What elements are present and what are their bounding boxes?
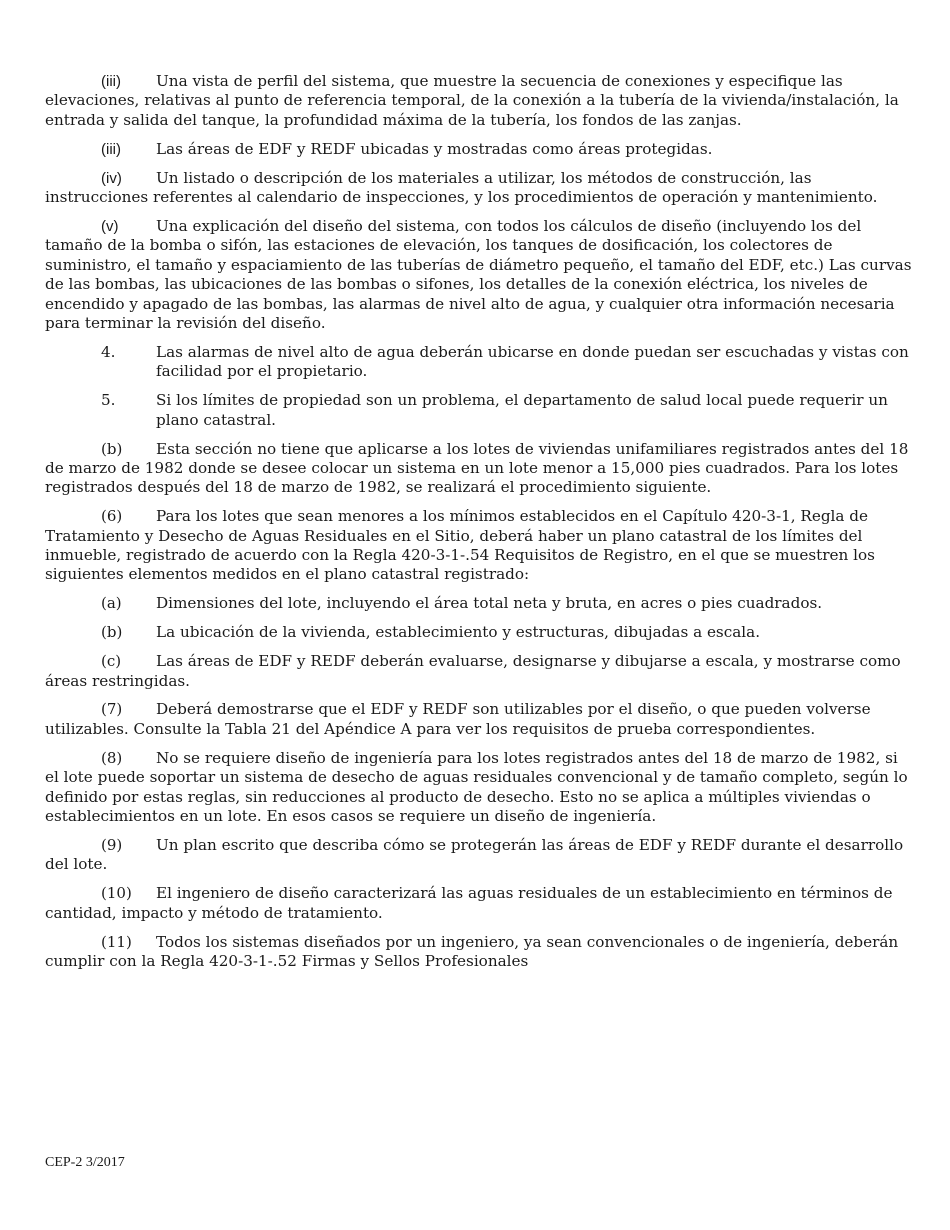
document-body bbox=[45, 72, 915, 981]
paragraph-9 bbox=[45, 836, 915, 875]
paragraph-b-location bbox=[45, 623, 915, 642]
paragraph-label: (iv) bbox=[101, 169, 122, 187]
paragraph-text: Para los lotes que sean menores a los mínimos establecidos en el Capítulo 420-3-1, Regla de Tratamiento y Desecho de Aguas Residuales en el Sitio, deberá haber un plano catastral de los límites del inmueble, registrado de acuerdo con la Regla 420-3-1-.54 Requisitos de Registro, en el que se muestren los siguientes elementos medidos en el plano catastral registrado: bbox=[45, 507, 875, 584]
paragraph-label: (b) bbox=[101, 439, 123, 458]
paragraph-label: (c) bbox=[101, 652, 122, 671]
paragraph-11 bbox=[45, 933, 915, 972]
paragraph-text: La ubicación de la vivienda, establecimiento y estructuras, dibujadas a escala. bbox=[156, 623, 761, 642]
paragraph-label: (10) bbox=[101, 884, 132, 903]
paragraph-c bbox=[45, 652, 915, 691]
paragraph-text: Dimensiones del lote, incluyendo el área total neta y bruta, en acres o pies cuadrados. bbox=[156, 594, 823, 613]
paragraph-label: (7) bbox=[101, 700, 123, 719]
paragraph-4 bbox=[45, 343, 915, 382]
paragraph-text: Si los límites de propiedad son un problema, el departamento de salud local puede requerir un plano catastral. bbox=[156, 391, 888, 429]
paragraph-label: (v) bbox=[101, 217, 119, 235]
paragraph-text: Deberá demostrarse que el EDF y REDF son utilizables por el diseño, o que pueden volverse utilizables. Consulte la Tabla 21 del Apéndice A para ver los requisitos de prueba correspondientes. bbox=[45, 700, 871, 738]
paragraph-text: Un plan escrito que describa cómo se protegerán las áreas de EDF y REDF durante el desarrollo del lote. bbox=[45, 835, 904, 874]
paragraph-text: No se requiere diseño de ingeniería para los lotes registrados antes del 18 de marzo de 1982, si el lote puede soportar un sistema de desecho de aguas residuales convencional y de tamaño completo, según lo definido por estas reglas, sin reducciones al producto de desecho. Esto no se aplica a múltiples viviendas o establecimientos en un lote. En esos casos se requiere un diseño de ingeniería. bbox=[45, 748, 908, 825]
paragraph-b-exemption bbox=[45, 440, 915, 498]
paragraph-iii-areas bbox=[45, 140, 915, 159]
paragraph-v bbox=[45, 217, 915, 333]
paragraph-label: (11) bbox=[101, 932, 132, 951]
paragraph-iii-profile bbox=[45, 72, 915, 130]
paragraph-label: (a) bbox=[101, 594, 122, 613]
paragraph-text: Todos los sistemas diseñados por un ingeniero, ya sean convencionales o de ingeniería, deberán cumplir con la Regla 420-3-1-.52 Firmas y Sellos Profesionales bbox=[45, 932, 899, 970]
paragraph-8 bbox=[45, 749, 915, 827]
paragraph-label: (9) bbox=[101, 835, 123, 854]
paragraph-label: (6) bbox=[101, 507, 123, 526]
paragraph-label: (8) bbox=[101, 748, 123, 767]
paragraph-a bbox=[45, 594, 915, 613]
paragraph-6 bbox=[45, 507, 915, 585]
paragraph-text: Las alarmas de nivel alto de agua deberán ubicarse en donde puedan ser escuchadas y vistas con facilidad por el propietario. bbox=[156, 342, 909, 381]
paragraph-5 bbox=[45, 391, 915, 430]
paragraph-label: (iii) bbox=[101, 73, 121, 90]
paragraph-text: Un listado o descripción de los materiales a utilizar, los métodos de construcción, las instrucciones referentes al calendario de inspecciones, y los procedimientos de operación y mantenimiento. bbox=[45, 168, 878, 207]
paragraph-iv bbox=[45, 169, 915, 208]
paragraph-10 bbox=[45, 884, 915, 923]
paragraph-text: Una explicación del diseño del sistema, con todos los cálculos de diseño (incluyendo los del tamaño de la bomba o sifón, las estaciones de elevación, los tanques de dosificación, los colectores de suministro, el tamaño y espaciamiento de las tuberías de diámetro pequeño, el tamaño del EDF, etc.) Las curvas de las bombas, las ubicaciones de las bombas o sifones, los detalles de la conexión eléctrica, los niveles de encendido y apagado de las bombas, las alarmas de nivel alto de agua, y cualquier otra información necesaria para terminar la revisión del diseño. bbox=[45, 216, 912, 332]
page-footer: CEP-2 3/2017 bbox=[45, 1155, 125, 1170]
paragraph-text: El ingeniero de diseño caracterizará las aguas residuales de un establecimiento en términos de cantidad, impacto y método de tratamiento. bbox=[45, 884, 893, 922]
paragraph-label: (iii) bbox=[101, 140, 121, 158]
paragraph-7 bbox=[45, 700, 915, 739]
paragraph-label: 5. bbox=[101, 391, 116, 410]
paragraph-label: (b) bbox=[101, 623, 123, 642]
paragraph-text: Una vista de perfil del sistema, que muestre la secuencia de conexiones y especifique las elevaciones, relativas al punto de referencia temporal, de la conexión a la tubería de la vivienda/instalación, la entrada y salida del tanque, la profundidad máxima de la tubería, los fondos de las zanjas. bbox=[45, 72, 899, 129]
paragraph-text: Esta sección no tiene que aplicarse a los lotes de viviendas unifamiliares registrados antes del 18 de marzo de 1982 donde se desee colocar un sistema en un lote menor a 15,000 pies cuadrados. Para los lotes registrados después del 18 de marzo de 1982, se realizará el procedimiento siguiente. bbox=[45, 439, 909, 497]
paragraph-text: Las áreas de EDF y REDF ubicadas y mostradas como áreas protegidas. bbox=[156, 139, 713, 158]
paragraph-label: 4. bbox=[101, 342, 116, 361]
paragraph-text: Las áreas de EDF y REDF deberán evaluarse, designarse y dibujarse a escala, y mostrarse como áreas restringidas. bbox=[45, 652, 901, 690]
